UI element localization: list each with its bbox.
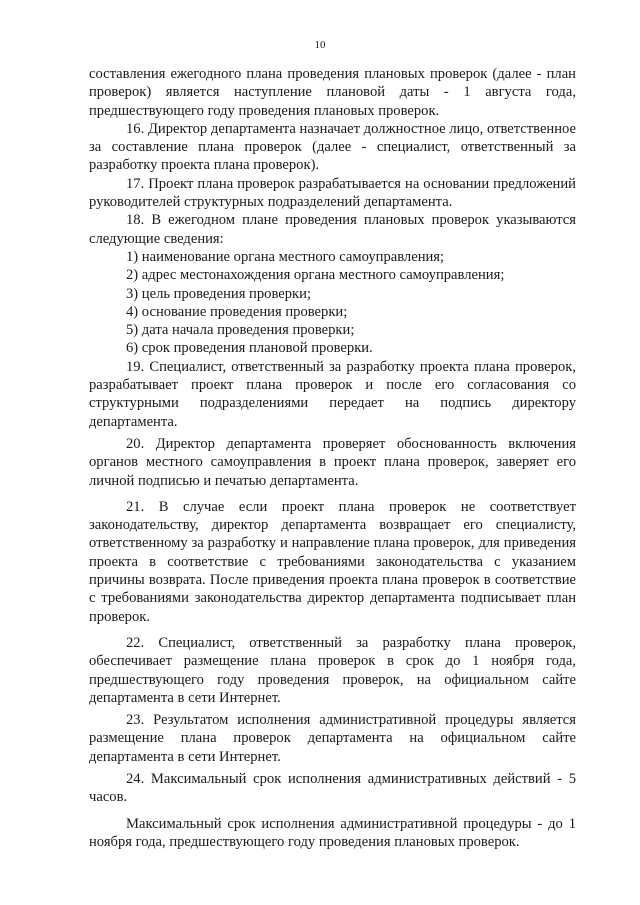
paragraph-19: 19. Специалист, ответственный за разработку проекта плана проверок, разрабатывает проект плана проверок и после его согласования со структурными подразделениями передает на подпись директору департамента. (89, 358, 576, 430)
paragraph-23: 23. Результатом исполнения административной процедуры является размещение плана проверок департамента на официальном сайте департамента в сети Интернет. (89, 712, 576, 765)
list-item: 3) цель проведения проверки; (126, 285, 311, 302)
page-number: 10 (314, 39, 326, 51)
paragraph-17: 17. Проект плана проверок разрабатывается на основании предложений руководителей структурных подразделений департамента. (89, 175, 576, 211)
list-item: 1) наименование органа местного самоуправления; (126, 248, 445, 265)
paragraph-20: 20. Директор департамента проверяет обоснованность включения органов местного самоуправления в проект плана проверок, заверяет его личной подписью и печатью департамента. (89, 435, 576, 489)
paragraph-24: 24. Максимальный срок исполнения административных действий - 5 часов. (89, 770, 576, 806)
info-list (89, 248, 576, 358)
paragraph-21: 21. В случае если проект плана проверок не соответствует законодательству, директор департамента возвращает его специалисту, ответственному за разработку и направление плана проверок, для приведения проекта в соответствие с требованиями законодательства с указанием причины возврата. После приведения проекта плана проверок в соответствие с требованиями законодательства директор департамента подписывает план проверок. (89, 498, 576, 625)
list-item: 4) основание проведения проверки; (126, 303, 348, 320)
paragraph-continuation: составления ежегодного плана проведения плановых проверок (далее - план проверок) является наступление плановой даты - 1 августа года, предшествующего году проведения плановых проверок. (89, 66, 576, 119)
paragraph-18: 18. В ежегодном плане проведения плановых проверок указываются следующие сведения: (89, 212, 576, 247)
paragraph-22: 22. Специалист, ответственный за разработку плана проверок, обеспечивает размещение плана проверок в срок до 1 ноября года, предшествующего году проведения проверок, на официальном сайте департамента в сети Интернет. (89, 634, 576, 706)
list-item: 2) адрес местонахождения органа местного самоуправления; (126, 267, 505, 284)
list-item: 6) срок проведения плановой проверки. (126, 340, 373, 357)
list-item: 5) дата начала проведения проверки; (126, 322, 355, 339)
paragraph-final: Максимальный срок исполнения административной процедуры - до 1 ноября года, предшествующего году проведения плановых проверок. (89, 815, 576, 850)
paragraph-16: 16. Директор департамента назначает должностное лицо, ответственное за составление плана проверок (далее - специалист, ответственный за разработку проекта плана проверок). (89, 120, 576, 174)
document-body (89, 65, 576, 851)
